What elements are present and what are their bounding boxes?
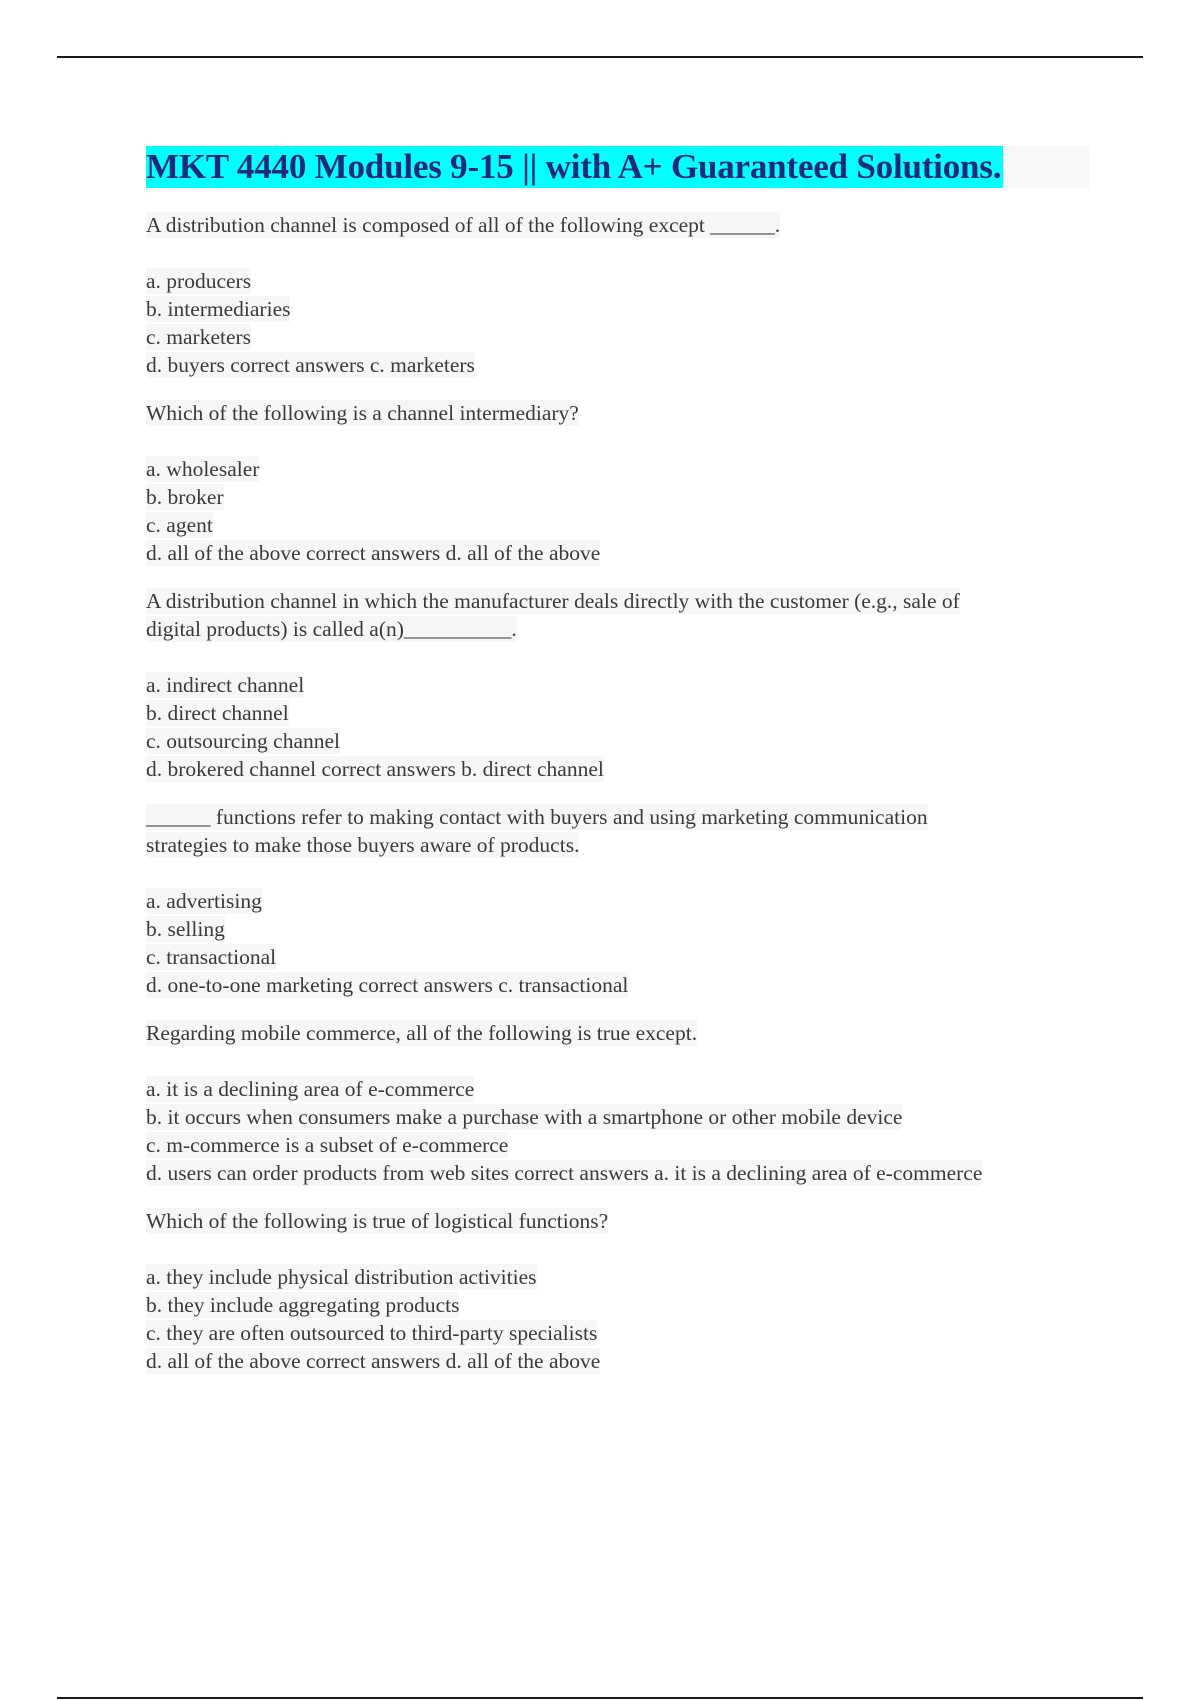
option-b: b. it occurs when consumers make a purchase with a smartphone or other mobile device [146,1105,903,1129]
option-c: c. transactional [146,945,277,969]
question-stem [146,587,1086,643]
question-stem [146,803,1086,859]
title-block [146,146,1089,188]
answer-options [146,455,1086,567]
document-body [146,146,1086,1395]
answer-options [146,671,1086,783]
question-stem [146,399,1086,427]
option-d-with-answer: d. users can order products from web sites correct answers a. it is a declining area of e-commerce [146,1161,983,1185]
stem-line: Which of the following is a channel intermediary? [146,401,579,425]
option-b: b. intermediaries [146,297,291,321]
stem-line: strategies to make those buyers aware of products. [146,833,580,857]
bottom-rule [57,1697,1143,1699]
option-a: a. it is a declining area of e-commerce [146,1077,475,1101]
question-6 [146,1207,1086,1375]
option-d-with-answer: d. buyers correct answers c. marketers [146,353,475,377]
question-3 [146,587,1086,783]
question-5 [146,1019,1086,1187]
stem-line: digital products) is called a(n)__________. [146,617,517,641]
top-rule [57,56,1143,58]
option-b: b. they include aggregating products [146,1293,460,1317]
option-d-with-answer: d. brokered channel correct answers b. direct channel [146,757,604,781]
option-d-with-answer: d. one-to-one marketing correct answers c. transactional [146,973,629,997]
option-d-with-answer: d. all of the above correct answers d. all of the above [146,1349,601,1373]
question-stem [146,1019,1086,1047]
stem-line: Which of the following is true of logistical functions? [146,1209,609,1233]
question-stem [146,1207,1086,1235]
question-1 [146,211,1086,379]
option-c: c. marketers [146,325,252,349]
option-a: a. advertising [146,889,262,913]
option-a: a. producers [146,269,252,293]
option-b: b. selling [146,917,225,941]
answer-options [146,1263,1086,1375]
answer-options [146,887,1086,999]
option-a: a. they include physical distribution activities [146,1265,537,1289]
document-title: MKT 4440 Modules 9-15 || with A+ Guaranteed Solutions. [146,147,1002,186]
question-2 [146,399,1086,567]
option-c: c. they are often outsourced to third-party specialists [146,1321,598,1345]
question-stem [146,211,1086,239]
option-a: a. indirect channel [146,673,305,697]
question-4 [146,803,1086,999]
option-c: c. agent [146,513,213,537]
option-c: c. m-commerce is a subset of e-commerce [146,1133,509,1157]
option-c: c. outsourcing channel [146,729,341,753]
option-b: b. direct channel [146,701,289,725]
stem-line: Regarding mobile commerce, all of the following is true except. [146,1021,698,1045]
stem-line: ______ functions refer to making contact with buyers and using marketing communication [146,805,928,829]
answer-options [146,1075,1086,1187]
answer-options [146,267,1086,379]
stem-line: A distribution channel in which the manufacturer deals directly with the customer (e.g., sale of [146,589,960,613]
stem-line: A distribution channel is composed of all of the following except ______. [146,213,781,237]
option-d-with-answer: d. all of the above correct answers d. all of the above [146,541,601,565]
option-a: a. wholesaler [146,457,260,481]
option-b: b. broker [146,485,224,509]
